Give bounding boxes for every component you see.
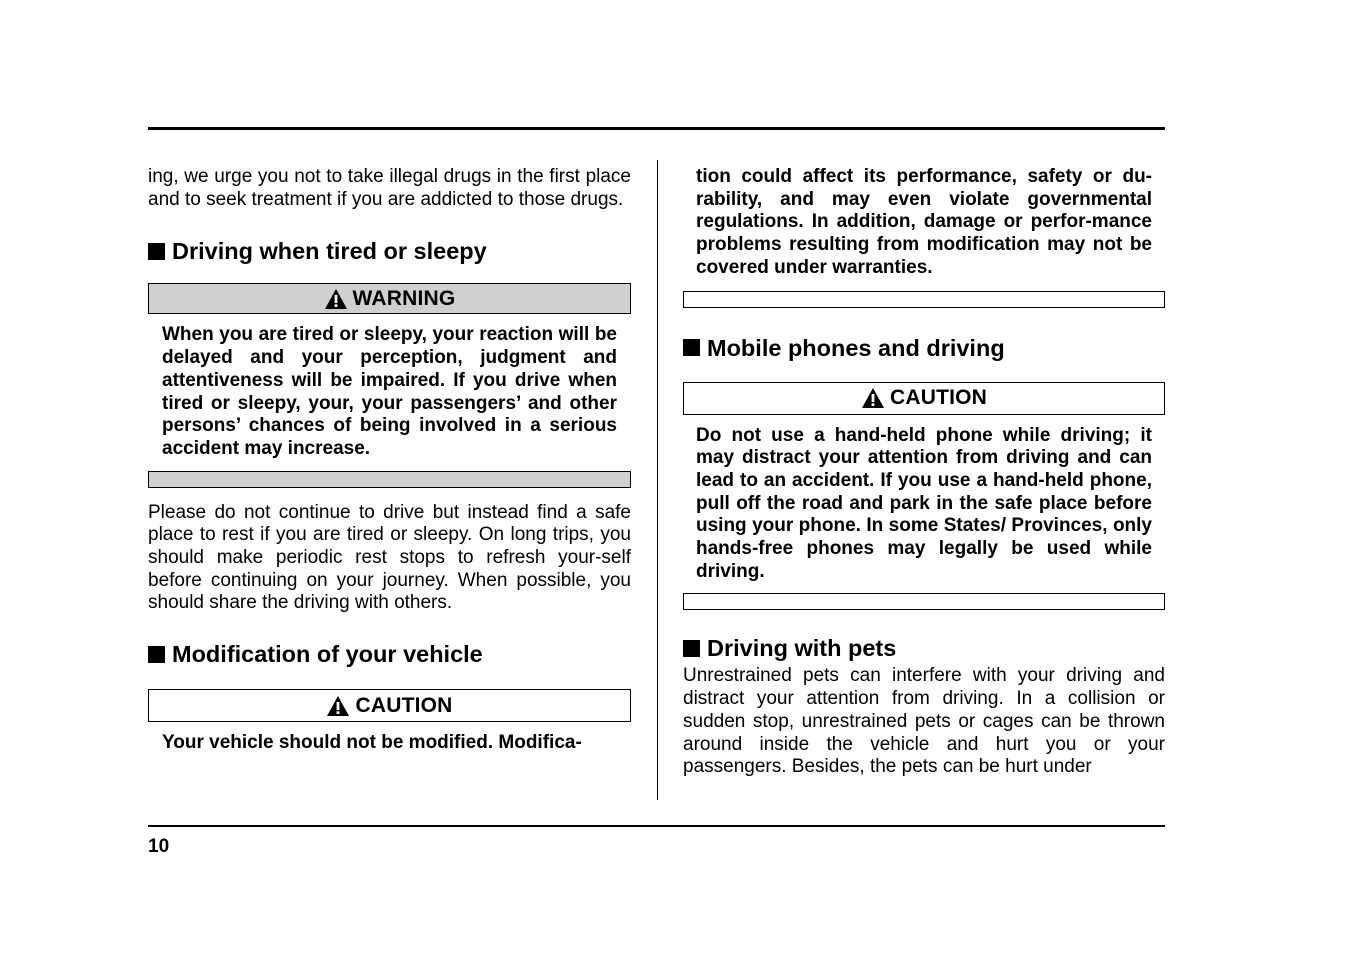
column-divider (657, 160, 658, 800)
heading-modification (148, 640, 631, 668)
caution-label: CAUTION (355, 693, 453, 717)
caution-end-bar (683, 593, 1165, 610)
black-square-icon (683, 339, 700, 356)
warning-triangle-icon (324, 288, 348, 310)
heading-text: Driving when tired or sleepy (172, 238, 487, 265)
caution-text: Do not use a hand-held phone while driving; it may distract your attention from driving and can lead to an accident. If you use a hand-held phone, pull off the road and park in the safe place before using your phone. In some States/ Provinces, only hands-free phones may legally be used while driving. (696, 424, 1152, 582)
caution-banner (683, 382, 1165, 415)
rest-paragraph: Please do not continue to drive but instead find a safe place to rest if you are tired or sleepy. On long trips, you should make periodic rest stops to refresh your-self before continuing on your journey. When possible, you should share the driving with others. (148, 501, 631, 614)
warning-end-bar (148, 471, 631, 488)
right-column (683, 166, 1165, 779)
caution-end-bar (683, 291, 1165, 308)
caution-banner (148, 689, 631, 722)
warning-triangle-icon (326, 695, 350, 717)
left-column (148, 166, 631, 755)
heading-mobile-phones (683, 334, 1165, 362)
caution-label: CAUTION (889, 386, 988, 410)
top-rule (148, 127, 1165, 130)
heading-text: Modification of your vehicle (172, 641, 483, 668)
warning-triangle-icon (861, 387, 885, 409)
page-number: 10 (148, 836, 170, 857)
warning-text: When you are tired or sleepy, your reaction will be delayed and your perception, judgment and attentiveness will be impaired. If you drive when tired or sleepy, your, your passengers’ and other persons’ chances of being involved in a serious accident may increase. (162, 324, 617, 459)
black-square-icon (148, 243, 165, 260)
heading-text: Driving with pets (707, 635, 897, 662)
black-square-icon (148, 646, 165, 663)
pets-paragraph: Unrestrained pets can interfere with your driving and distract your attention from driving. In a collision or sudden stop, unrestrained pets or cages can be thrown around inside the vehicle and hurt you or your passengers. Besides, the pets can be hurt under (683, 665, 1165, 778)
heading-driving-pets (683, 634, 1165, 662)
caution-text-continued: tion could affect its performance, safety or du-rability, and may even violate governmental regulations. In addition, damage or perfor-mance problems resulting from modification may not be covered under warranties. (696, 166, 1152, 278)
intro-paragraph: ing, we urge you not to take illegal drugs in the first place and to seek treatment if you are addicted to those drugs. (148, 166, 631, 210)
caution-text: Your vehicle should not be modified. Modifica- (162, 732, 582, 754)
bottom-rule (148, 825, 1165, 827)
heading-driving-tired (148, 237, 631, 265)
warning-label: WARNING (352, 286, 456, 310)
black-square-icon (683, 640, 700, 657)
warning-banner (148, 283, 631, 314)
heading-text: Mobile phones and driving (707, 334, 1005, 361)
